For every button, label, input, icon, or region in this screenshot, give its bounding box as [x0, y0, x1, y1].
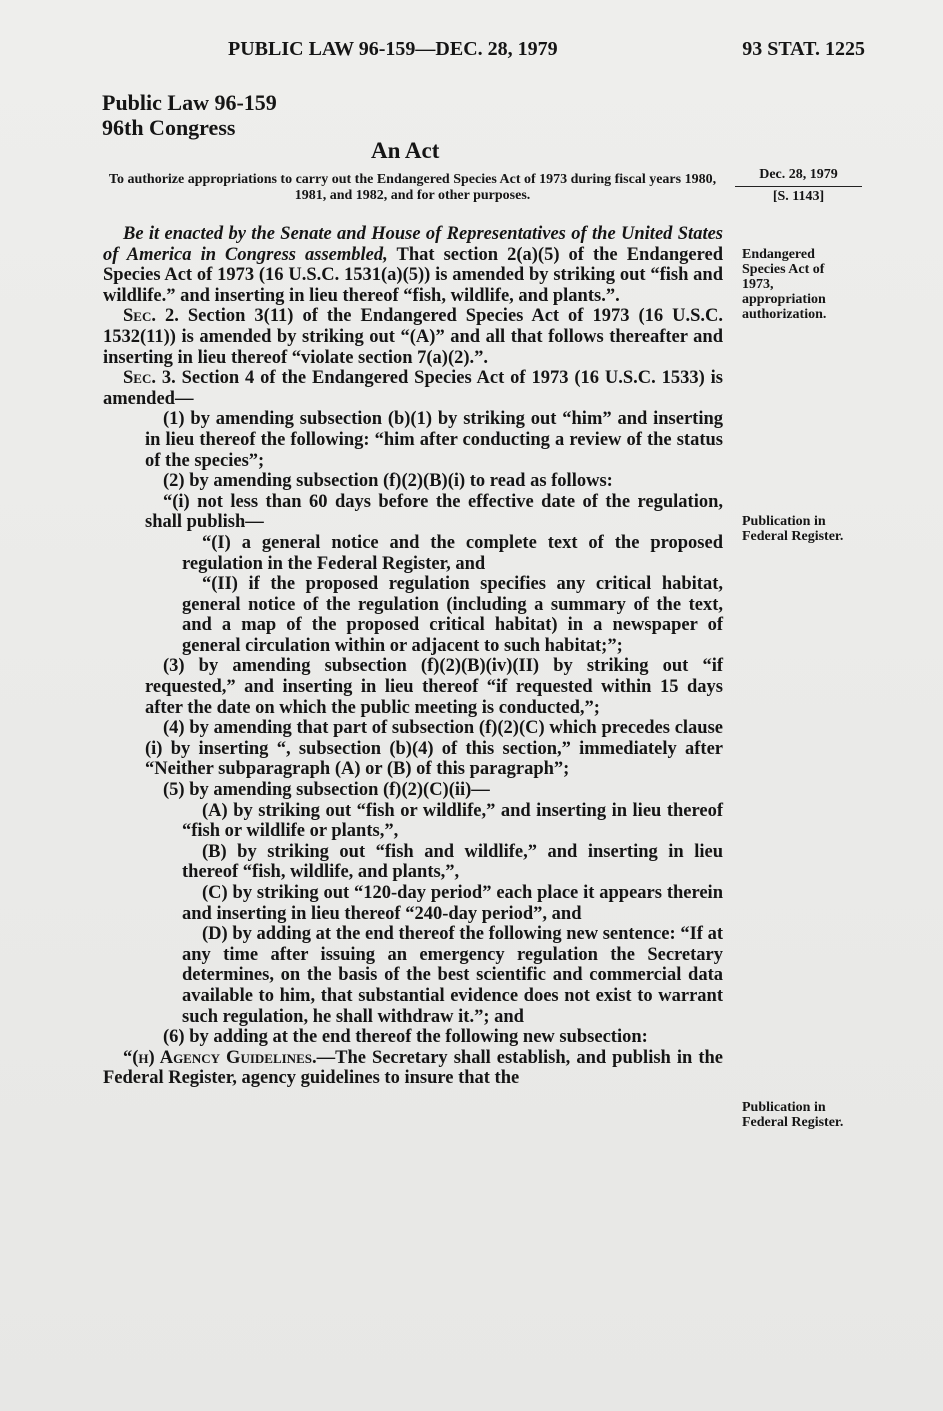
subparagraph-C: (C) by striking out “120-day period” each place it appears therein and inserting in lieu thereof “240-day period”, and [182, 883, 723, 924]
subsection-h-text: The Secretary shall establish, and publish in the Federal Register, agency guidelines to insure that the [103, 1047, 723, 1089]
paragraph-1: (1) by amending subsection (b)(1) by striking out “him” and inserting in lieu thereof the following: “him after conducting a review of the status of the species”; [145, 409, 723, 471]
subparagraph-D: (D) by adding at the end thereof the following new sentence: “If at any time after issuing an emergency regulation the Secretary determines, on the basis of the best scientific and commercial data available to him, that substantial evidence does not exist to warrant such regulation, he shall withdraw it.”; and [182, 924, 723, 1027]
public-law-number: Public Law 96-159 [102, 90, 277, 115]
act-title: An Act [371, 138, 440, 163]
margin-note-appropriation: Endangered Species Act of 1973, appropriation authorization. [742, 247, 827, 322]
subclause-I: “(I) a general notice and the complete text of the proposed regulation in the Federal Register, and [182, 532, 723, 574]
congress-number: 96th Congress [102, 115, 236, 140]
margin-note-publication-1: Publication in Federal Register. [742, 514, 844, 544]
section-3-label: Sec. 3. [123, 368, 176, 389]
enactment-date: Dec. 28, 1979 [735, 165, 862, 187]
subsection-h [103, 1048, 723, 1089]
paragraph-5: (5) by amending subsection (f)(2)(C)(ii)— [163, 780, 490, 801]
section-2-text: Section 3(11) of the Endangered Species Act of 1973 (16 U.S.C. 1532(11)) is amended by striking out “(A)” and all that follows thereafter and inserting in lieu thereof “violate section 7(a)(2).”. [103, 306, 724, 368]
section-3 [103, 368, 723, 409]
law-identification [102, 90, 277, 140]
subparagraph-B: (B) by striking out “fish and wildlife,” and inserting in lieu thereof “fish, wildlife, and plants,”, [182, 841, 723, 883]
paragraph-4: (4) by amending that part of subsection (f)(2)(C) which precedes clause (i) by inserting “, subsection (b)(4) of this section,” immediately after “Neither subparagraph (A) or (B) of this paragraph”; [145, 718, 723, 780]
section-1-text: That section 2(a)(5) of the Endangered Species Act of 1973 (16 U.S.C. 1531(a)(5)) is amended by striking out “fish and wildlife.” and inserting in lieu thereof “fish, wildlife, and plants.”. [103, 244, 723, 306]
margin-note-publication-2: Publication in Federal Register. [742, 1100, 844, 1130]
act-purpose: To authorize appropriations to carry out the Endangered Species Act of 1973 during fiscal years 1980, 1981, and 1982, and for other purposes. [108, 172, 717, 203]
section-2 [103, 306, 723, 368]
margin-date-block [735, 165, 862, 207]
bill-number: [S. 1143] [772, 189, 825, 204]
subsection-h-heading: “(h) Agency Guidelines.— [123, 1047, 336, 1068]
act-body [103, 224, 723, 1089]
enacting-clause [103, 224, 723, 306]
section-3-text: Section 4 of the Endangered Species Act of 1973 (16 U.S.C. 1533) is amended— [103, 368, 723, 409]
running-head: PUBLIC LAW 96-159—DEC. 28, 1979 [228, 38, 558, 60]
statute-page-number: 93 STAT. 1225 [742, 38, 865, 60]
paragraph-3: (3) by amending subsection (f)(2)(B)(iv)(II) by striking out “if requested,” and inserting in lieu thereof “if requested within 15 days after the date on which the public meeting is conducted,”; [145, 656, 723, 718]
subparagraph-A: (A) by striking out “fish or wildlife,” and inserting in lieu thereof “fish or wildlife or plants,”, [182, 800, 723, 842]
page-header [100, 38, 865, 68]
subclause-II: “(II) if the proposed regulation specifies any critical habitat, general notice of the regulation (including a summary of the text, and a map of the proposed critical habitat) in a newspaper of general circulation within or adjacent to such habitat;”; [182, 574, 723, 656]
paragraph-2: (2) by amending subsection (f)(2)(B)(i) to read as follows: [163, 471, 613, 492]
enacting-formula: Be it enacted by the Senate and House of Representatives of the United States of America in Congress assembled, [103, 224, 723, 265]
section-2-label: Sec. 2. [123, 306, 179, 327]
clause-i: “(i) not less than 60 days before the effective date of the regulation, shall publish— [145, 491, 723, 533]
paragraph-6: (6) by adding at the end thereof the following new subsection: [163, 1027, 648, 1048]
